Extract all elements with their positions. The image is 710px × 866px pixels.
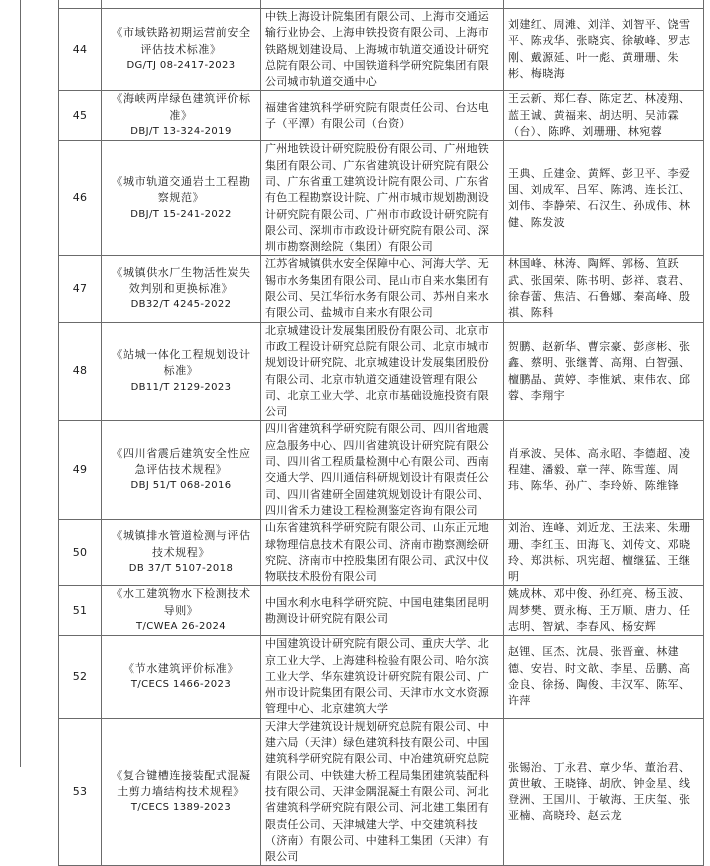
standard-name: 《站城一体化工程规划设计标准》 xyxy=(111,348,251,378)
standard-name: 《城镇供水厂生物活性炭失效判别和更换标准》 xyxy=(111,265,251,295)
row-number: 50 xyxy=(59,520,102,586)
row-number: 49 xyxy=(59,421,102,520)
table-row xyxy=(59,421,704,520)
standard-cell xyxy=(102,322,261,421)
standard-cell xyxy=(102,256,261,322)
row-number: 47 xyxy=(59,256,102,322)
drafting-units: 福建省建筑科学研究院有限责任公司、台达电子（平潭）有限公司（台资） xyxy=(261,91,504,141)
standard-cell xyxy=(102,520,261,586)
main-drafters: 赵锂、匡杰、沈晨、张晋童、林建德、安岩、时文歆、李星、岳鹏、高金良、徐扬、陶俊、丰汉军、陈军、许萍 xyxy=(504,636,704,718)
standard-cell xyxy=(102,718,261,866)
main-drafters xyxy=(504,0,704,9)
drafting-units: 山东省建筑科学研究院有限公司、山东正元地球物理信息技术有限公司、济南市勘察测绘研究院、济南市中控股集团有限公司、武汉中仪物联技术股份有限公司 xyxy=(261,520,504,586)
table-row xyxy=(59,91,704,141)
standard-cell xyxy=(102,91,261,141)
row-number xyxy=(59,0,102,9)
drafting-units: 江苏省城镇供水安全保障中心、河海大学、无锡市水务集团有限公司、昆山市自来水集团有限公司、吴江华衍水务有限公司、苏州自来水有限公司、盐城市自来水有限公司 xyxy=(261,256,504,322)
row-number: 53 xyxy=(59,718,102,866)
page-left-border xyxy=(20,0,21,767)
main-drafters: 刘治、连峰、刘近龙、王法来、朱珊珊、李红玉、田海飞、刘传文、邓晓玲、郑洪标、巩宪超、檀继猛、王继明 xyxy=(504,520,704,586)
main-drafters: 肖承波、吴体、高永昭、李德超、凌程建、潘毅、章一萍、陈雪莲、周玮、陈华、孙广、李玲娇、陈维锋 xyxy=(504,421,704,520)
standard-cell xyxy=(102,0,261,9)
table-row xyxy=(59,0,704,9)
standard-code: T/CWEA 26-2024 xyxy=(135,620,227,632)
standard-name: 《四川省震后建筑安全性应急评估技术规程》 xyxy=(111,446,251,477)
table-row xyxy=(59,141,704,256)
standard-code: DB 37/T 5107-2018 xyxy=(128,562,234,574)
drafting-units xyxy=(261,0,504,9)
standard-cell xyxy=(102,9,261,91)
drafting-units: 中铁上海设计院集团有限公司、上海市交通运输行业协会、上海申铁投资有限公司、上海市铁路规划建设局、上海城市轨道交通设计研究总院有限公司、中国铁道科学研究院集团有限公司城市轨道交通中心 xyxy=(261,9,504,91)
standard-code: DBJ/T 13-324-2019 xyxy=(130,126,232,138)
main-drafters: 林国峰、林涛、陶辉、郭杨、笪跃武、张国荣、陈书明、彭祥、袁君、徐春蕾、焦洁、石鲁娜、秦高峰、殷祺、陈科 xyxy=(504,256,704,322)
table-row xyxy=(59,586,704,636)
main-drafters: 王云新、郑仁春、陈定艺、林凌翔、蓝王诚、黄福来、胡达明、吴沛霖（台）、陈晔、刘珊珊、林宛蓉 xyxy=(504,91,704,141)
standard-name: 《节水建筑评价标准》 xyxy=(123,661,239,675)
main-drafters: 王典、丘建金、黄辉、彭卫平、李爱国、刘成军、吕军、陈鸿、连长江、刘伟、李静荣、石汉生、孙成伟、林健、陈发波 xyxy=(504,141,704,256)
row-number: 44 xyxy=(59,9,102,91)
table-row xyxy=(59,322,704,421)
standard-name: 《海峡两岸绿色建筑评价标准》 xyxy=(111,92,251,122)
standard-code: DBJ 51/T 068-2016 xyxy=(130,480,232,492)
standards-table xyxy=(58,0,704,866)
standard-code: DB32/T 4245-2022 xyxy=(130,299,232,311)
drafting-units: 四川省建筑科学研究院有限公司、四川省地震应急服务中心、四川省建筑设计研究院有限公司、四川省工程质量检测中心有限公司、西南交通大学、四川通信科研规划设计有限责任公司、四川省建研全固建筑规划设计有限公司、四川省禾力建设工程检测鉴定咨询有限公司 xyxy=(261,421,504,520)
row-number: 52 xyxy=(59,636,102,718)
row-number: 45 xyxy=(59,91,102,141)
drafting-units: 天津大学建筑设计规划研究总院有限公司、中建六局（天津）绿色建筑科技有限公司、中国建筑科学研究院有限公司、中冶建筑研究总院有限公司、中铁建大桥工程局集团建筑装配科技有限公司、天津金隅混凝土有限公司、河北省建筑科学研究院有限公司、河北建工集团有限责任公司、天津城建大学、中交建筑科技（济南）有限公司、中建科工集团（天津）有限公司 xyxy=(261,718,504,866)
standard-code: DG/TJ 08-2417-2023 xyxy=(126,59,236,71)
main-drafters: 刘建红、周滩、刘洋、刘智平、饶雪平、陈戎华、张晓宾、徐敏峰、罗志刚、戴源延、叶一彪、黄珊珊、朱彬、梅晓海 xyxy=(504,9,704,91)
main-drafters: 张锡治、丁永君、章少华、董治君、黄世敏、王晓锋、胡欣、钟金星、线登洲、王国川、于敏海、王庆玺、张亚楠、高晓玲、赵云龙 xyxy=(504,718,704,866)
drafting-units: 中国建筑设计研究院有限公司、重庆大学、北京工业大学、上海建科检验有限公司、哈尔滨工业大学、华东建筑设计研究院有限公司、广州市设计院集团有限公司、天津市水文水资源管理中心、北京建筑大学 xyxy=(261,636,504,718)
table-row xyxy=(59,256,704,322)
standard-code: DB11/T 2129-2023 xyxy=(130,381,232,393)
standard-name: 《市域铁路初期运营前安全评估技术标准》 xyxy=(111,26,251,56)
table-row xyxy=(59,636,704,718)
standard-code: DBJ/T 15-241-2022 xyxy=(130,208,232,220)
standard-name: 《复合键槽连接装配式混凝土剪力墙结构技术规程》 xyxy=(111,768,251,798)
drafting-units: 广州地铁设计研究院股份有限公司、广州地铁集团有限公司、广东省建筑设计研究院有限公司、广东省重工建筑设计院有限公司、广东省有色工程勘察设计院、广州市城市规划勘测设计研究院有限公司、广州市市政设计研究院有限公司、深圳市市政设计研究院有限公司、深圳市勘察测绘院（集团）有限公司 xyxy=(261,141,504,256)
table-row xyxy=(59,9,704,91)
table-row xyxy=(59,520,704,586)
row-number: 48 xyxy=(59,322,102,421)
drafting-units: 中国水利水电科学研究院、中国电建集团昆明勘测设计研究院有限公司 xyxy=(261,586,504,636)
main-drafters: 贺鹏、赵新华、曹宗豪、彭彦彬、张鑫、蔡明、张继菁、高翔、白智强、檀鹏晶、黄婷、李惟斌、束伟农、邱蓉、李翔宇 xyxy=(504,322,704,421)
standard-cell xyxy=(102,636,261,718)
standard-code: T/CECS 1466-2023 xyxy=(130,679,232,691)
row-number: 46 xyxy=(59,141,102,256)
standard-name: 《城市轨道交通岩土工程勘察规范》 xyxy=(111,174,251,205)
main-drafters: 姚成林、邓中俊、孙红亮、杨玉波、周梦樊、贾永梅、王万顺、唐力、任志明、智斌、李春风、杨安辉 xyxy=(504,586,704,636)
standard-name: 《城镇排水管道检测与评估技术规程》 xyxy=(111,529,251,559)
row-number: 51 xyxy=(59,586,102,636)
drafting-units: 北京城建设计发展集团股份有限公司、北京市市政工程设计研究总院有限公司、北京市城市规划设计研究院、北京城建设计发展集团股份有限公司、北京市轨道交通建设管理有限公司、北京工业大学、北京市基础设施投资有限公司 xyxy=(261,322,504,421)
standard-code: T/CECS 1389-2023 xyxy=(130,802,232,814)
standard-cell xyxy=(102,586,261,636)
standard-cell xyxy=(102,421,261,520)
standard-cell xyxy=(102,141,261,256)
table-row xyxy=(59,718,704,866)
standard-name: 《水工建筑物水下检测技术导则》 xyxy=(111,587,251,617)
